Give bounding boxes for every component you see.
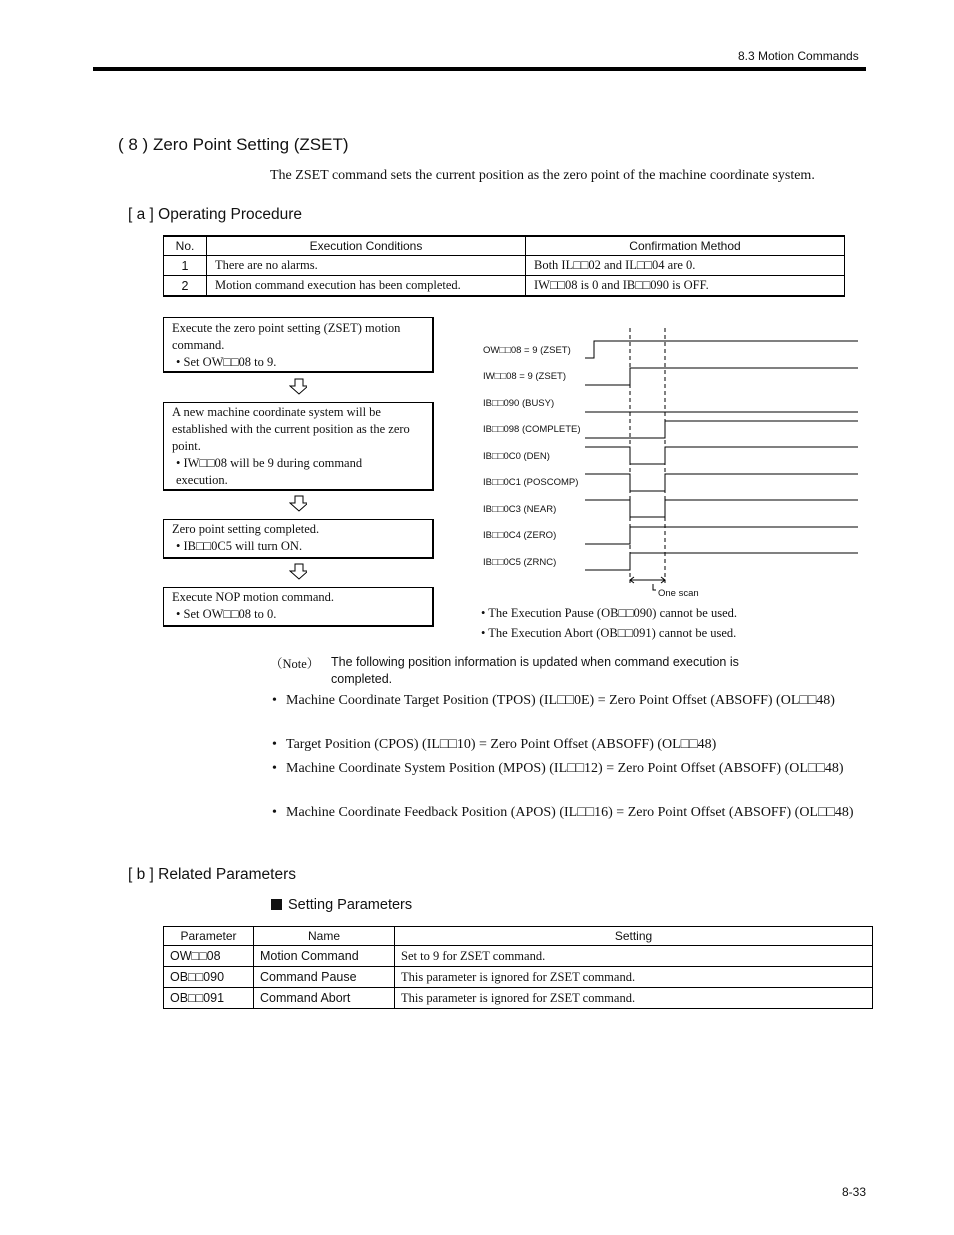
setting-cell: This parameter is ignored for ZSET command. [395,967,873,988]
col-no: No. [164,236,207,256]
name-cell: Command Pause [254,967,395,988]
note-bullet: • Machine Coordinate System Position (MPOS) (IL□□12) = Zero Point Offset (ABSOFF) (OL□□48) [272,761,844,776]
flow-step-1 [163,317,434,373]
setting-parameters-label: Setting Parameters [288,897,413,913]
row-method: Both IL□□02 and IL□□04 are 0. [526,256,845,276]
flow-step-bullet: • IW□□08 will be 9 during command execution. [176,456,363,487]
note-bullet-text: Machine Coordinate Target Position (TPOS) (IL□□0E) = Zero Point Offset (ABSOFF) (OL□□48) [286,693,835,708]
intro-text: The ZSET command sets the current position as the zero point of the machine coordinate system. [270,168,815,183]
running-header: 8.3 Motion Commands [738,49,859,63]
waveform-near [585,500,858,517]
col-parameter: Parameter [164,927,254,946]
flow-step-bullet: • IB□□0C5 will turn ON. [176,539,303,553]
setting-cell: This parameter is ignored for ZSET command. [395,988,873,1009]
col-confirmation: Confirmation Method [526,236,845,256]
page-number: 8-33 [842,1185,867,1199]
signal-label-busy: IB□□090 (BUSY) [483,398,555,409]
note-bullet: • Target Position (CPOS) (IL□□10) = Zero Point Offset (ABSOFF) (OL□□48) [272,737,717,752]
setting-cell: Set to 9 for ZSET command. [395,946,873,967]
signal-label-complete: IB□□098 (COMPLETE) [483,424,581,435]
row-condition: There are no alarms. [207,256,526,276]
note-bullet-text: Machine Coordinate Feedback Position (APOS) (IL□□16) = Zero Point Offset (ABSOFF) (OL□□48) [286,805,854,820]
col-name: Name [254,927,395,946]
table-row [164,988,873,1009]
flow-step-3 [163,519,434,559]
waveform-zero [585,527,858,544]
note-bullet: • Machine Coordinate Feedback Position (APOS) (IL□□16) = Zero Point Offset (ABSOFF) (OL□□48) [272,805,854,820]
waveform-ow08 [585,341,858,358]
row-no: 2 [164,276,207,297]
operating-heading: [ a ] Operating Procedure [128,206,303,223]
section-title: ( 8 ) Zero Point Setting (ZSET) [118,135,349,154]
col-setting: Setting [395,927,873,946]
waveform-den [585,447,858,464]
setting-parameters-heading [271,897,412,913]
down-arrow-icon [289,563,307,581]
table-row [164,946,873,967]
table-row [164,256,845,276]
header-rule [93,67,866,71]
row-no: 1 [164,256,207,276]
parameters-table [163,926,873,1009]
waveform-iw08 [585,368,858,385]
flow-step-2 [163,402,434,491]
timing-note-abort: • The Execution Abort (OB□□091) cannot be used. [481,626,737,640]
table-row [164,967,873,988]
signal-label-poscomp: IB□□0C1 (POSCOMP) [483,477,579,488]
note-bullet-text: Machine Coordinate System Position (MPOS) (IL□□12) = Zero Point Offset (ABSOFF) (OL□□48) [286,761,844,776]
row-condition: Motion command execution has been completed. [207,276,526,297]
down-arrow-icon [289,495,307,513]
down-arrow-icon [289,378,307,396]
one-scan-leader [653,584,656,590]
one-scan-label: One scan [658,588,699,599]
related-heading: [ b ] Related Parameters [128,866,296,883]
param-cell: OB□□091 [164,988,254,1009]
name-cell: Command Abort [254,988,395,1009]
note-bullet: • Machine Coordinate Target Position (TPOS) (IL□□0E) = Zero Point Offset (ABSOFF) (OL□□48) [272,693,835,708]
signal-label-near: IB□□0C3 (NEAR) [483,504,557,515]
signal-label-zrnc: IB□□0C5 (ZRNC) [483,557,557,568]
param-cell: OW□□08 [164,946,254,967]
waveform-poscomp [585,474,858,491]
row-method: IW□□08 is 0 and IB□□090 is OFF. [526,276,845,297]
signal-label-iw08: IW□□08 = 9 (ZSET) [483,371,567,382]
waveform-zrnc [585,553,858,570]
flow-step-bullet: • Set OW□□08 to 9. [176,355,277,369]
col-conditions: Execution Conditions [207,236,526,256]
note-bullet-text: Target Position (CPOS) (IL□□10) = Zero Point Offset (ABSOFF) (OL□□48) [286,737,717,752]
signal-label-den: IB□□0C0 (DEN) [483,451,550,462]
flow-step-4 [163,587,434,627]
flow-step-text: Execute NOP motion command. [172,590,335,604]
flow-step-text: Zero point setting completed. [172,522,320,536]
note-text: The following position information is updated when command execution is completed. [331,655,739,686]
flow-step-bullet: • Set OW□□08 to 0. [176,607,277,621]
param-cell: OB□□090 [164,967,254,988]
square-bullet-icon [271,899,282,910]
note-label: （Note） [270,657,320,671]
table-row [164,276,845,297]
signal-label-zero: IB□□0C4 (ZERO) [483,530,557,541]
flow-step-text: A new machine coordinate system will be established with the current position as the zero point. [172,405,410,453]
timing-note-pause: • The Execution Pause (OB□□090) cannot be used. [481,606,737,620]
operating-table [163,235,845,297]
signal-label-ow08: OW□□08 = 9 (ZSET) [483,345,571,356]
flow-step-text: Execute the zero point setting (ZSET) motion command. [172,321,401,352]
name-cell: Motion Command [254,946,395,967]
waveform-complete [585,421,858,438]
timing-diagram [560,325,870,595]
